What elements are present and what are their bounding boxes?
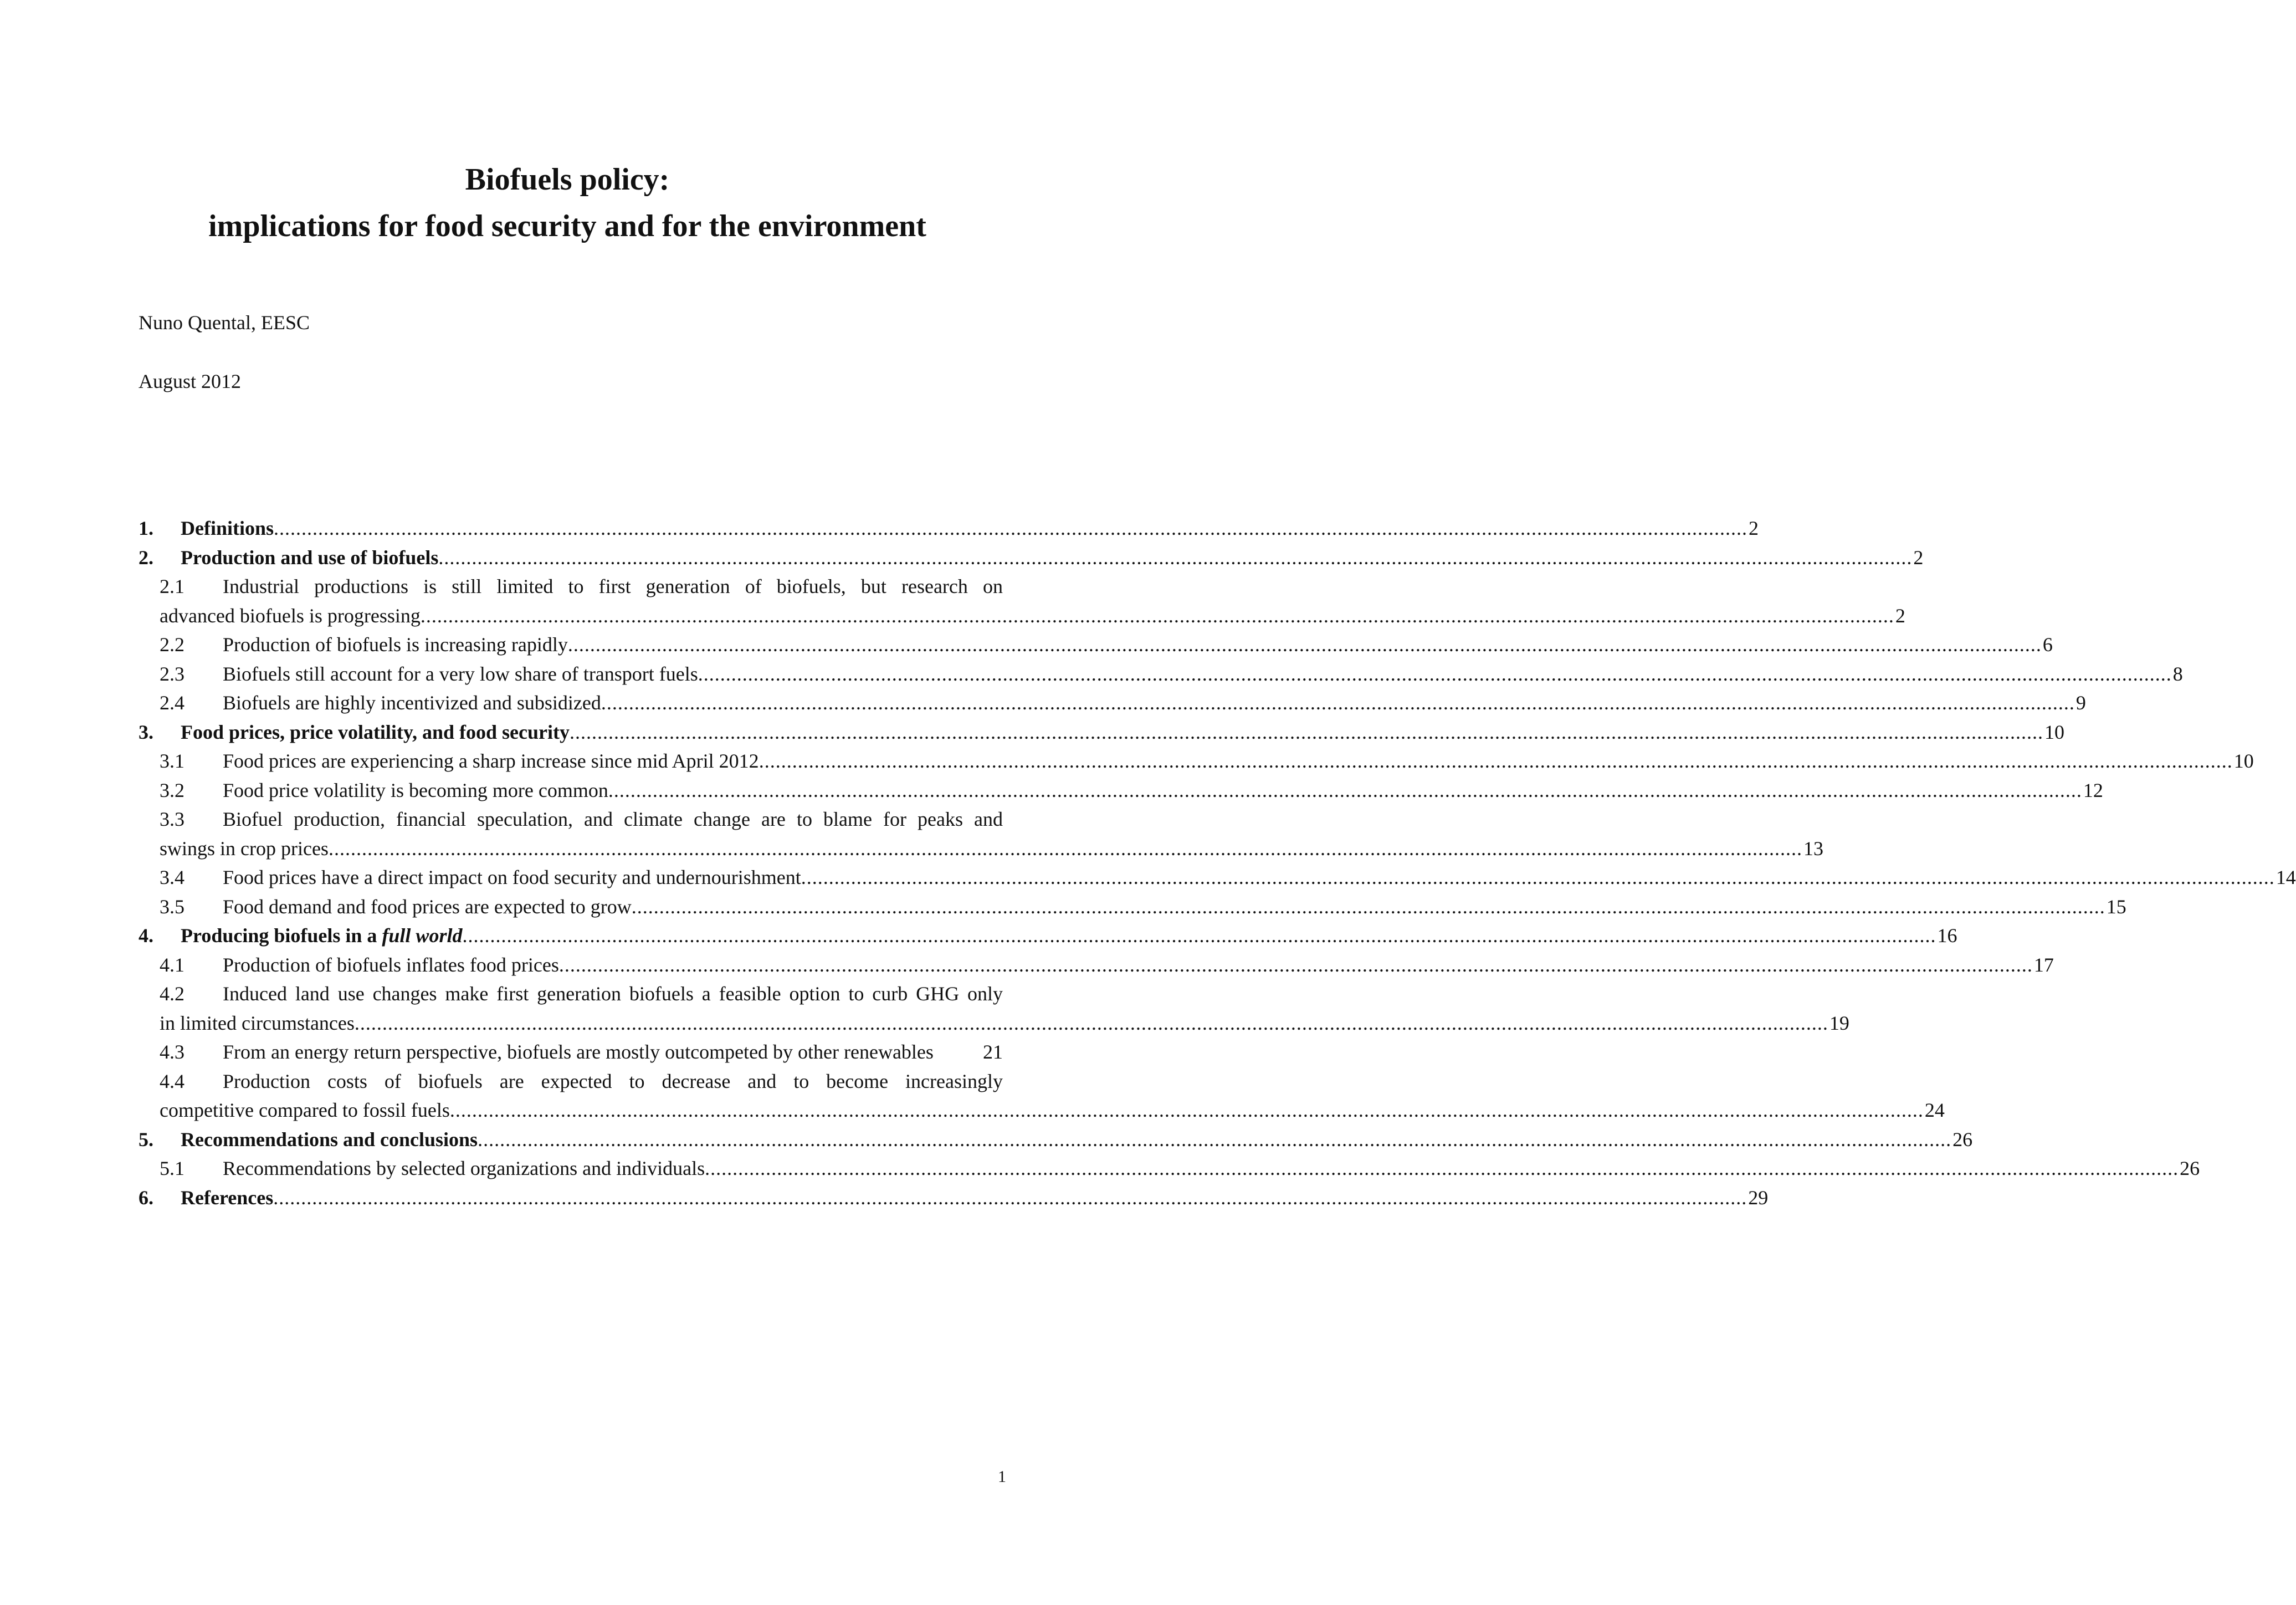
toc-leader: [478, 1125, 1951, 1154]
toc-title: Food prices are experiencing a sharp increase since mid April 2012: [223, 750, 759, 772]
toc-title: Production of biofuels inflates food prices: [223, 953, 559, 976]
toc-title: Production of biofuels is increasing rapidly: [223, 633, 568, 656]
toc-page: 2: [1749, 517, 1759, 539]
toc-title-italic: full world: [382, 924, 463, 947]
toc-title: Recommendations and conclusions: [181, 1128, 478, 1151]
toc-leader: [698, 660, 2172, 689]
toc-number: 3.2: [160, 779, 184, 801]
toc-number: 2.1: [160, 575, 184, 597]
toc-number: 1.: [139, 517, 153, 539]
toc-leader: [601, 688, 2075, 718]
toc-page: 19: [1829, 1011, 1849, 1034]
toc-entry-1[interactable]: [139, 514, 1759, 543]
toc-page: 17: [2033, 953, 2054, 976]
toc-number: 3.: [139, 720, 153, 743]
toc-entry-2-1[interactable]: [139, 572, 1905, 630]
toc-title: Biofuels still account for a very low share of transport fuels: [223, 662, 698, 685]
toc-leader: [274, 514, 1747, 543]
toc-leader: [421, 601, 1894, 631]
toc-number: 4.2: [160, 983, 184, 1005]
toc-title-prefix: Producing biofuels in a: [181, 924, 382, 947]
toc-title-line-2: advanced biofuels is progressing: [160, 604, 421, 627]
publication-date: August 2012: [139, 370, 242, 392]
toc-leader: [273, 1183, 1747, 1213]
toc-entry-3[interactable]: [139, 718, 2064, 747]
author: Nuno Quental, EESC: [139, 311, 310, 334]
toc-leader: [705, 1154, 2179, 1183]
toc-entry-4-2[interactable]: [139, 979, 1849, 1037]
toc-page: 29: [1748, 1186, 1769, 1209]
toc-title: From an energy return perspective, biofuels are mostly outcompeted by other renewables: [223, 1041, 934, 1063]
toc-number: 3.3: [160, 808, 184, 830]
toc-leader: [559, 950, 2033, 980]
toc-title: Definitions: [181, 517, 274, 539]
toc-entry-3-4[interactable]: [139, 863, 2296, 892]
toc-entry-3-2[interactable]: [139, 776, 2103, 805]
toc-number: 2.: [139, 546, 153, 569]
toc-title-line-1: Induced land use changes make first generation biofuels a feasible option to curb GHG only: [223, 983, 1003, 1005]
toc-page: 14: [2276, 866, 2296, 888]
toc-entry-4[interactable]: [139, 921, 1957, 950]
toc-number: 4.4: [160, 1070, 184, 1092]
toc-title-line-2: competitive compared to fossil fuels: [160, 1099, 450, 1121]
toc-entry-4-1[interactable]: [139, 950, 2054, 980]
toc-title: Food demand and food prices are expected to grow: [223, 895, 632, 918]
toc-page: 8: [2172, 662, 2183, 685]
toc-leader: [801, 863, 2275, 892]
toc-leader: [355, 1009, 1828, 1038]
toc-title: References: [181, 1186, 274, 1209]
toc-page: 16: [1937, 924, 1957, 947]
toc-page: 26: [2180, 1157, 2200, 1179]
toc-entry-3-3[interactable]: [139, 805, 1823, 863]
toc-entry-2-2[interactable]: [139, 630, 2053, 660]
toc-leader: [438, 543, 1912, 573]
toc-entry-2[interactable]: [139, 543, 1924, 573]
table-of-contents: [139, 514, 2296, 1212]
toc-entry-5[interactable]: [139, 1125, 1973, 1154]
toc-leader: [632, 892, 2105, 922]
toc-number: 2.4: [160, 692, 184, 714]
toc-leader: [570, 718, 2043, 747]
toc-leader: [329, 834, 1802, 863]
toc-number: 3.1: [160, 750, 184, 772]
toc-number: 3.5: [160, 895, 184, 918]
toc-number: 2.2: [160, 633, 184, 656]
toc-leader: [462, 921, 1936, 950]
toc-leader: [450, 1096, 1924, 1125]
toc-entry-6[interactable]: [139, 1183, 1769, 1213]
toc-entry-3-5[interactable]: [139, 892, 2126, 922]
toc-entry-2-4[interactable]: [139, 688, 2086, 718]
toc-entry-5-1[interactable]: [139, 1154, 2200, 1183]
toc-page: 9: [2075, 692, 2086, 714]
toc-leader: [759, 747, 2233, 776]
toc-number: 4.: [139, 924, 153, 947]
toc-number: 3.4: [160, 866, 184, 888]
toc-title-line-1: Production costs of biofuels are expected to decrease and to become increasingly: [223, 1070, 1003, 1092]
title-line-2: implications for food security and for the environment: [208, 209, 926, 243]
toc-title: Recommendations by selected organizations and individuals: [223, 1157, 705, 1179]
toc-page: 24: [1924, 1099, 1945, 1121]
toc-title-line-1: Biofuel production, financial speculation, and climate change are to blame for peaks and: [223, 808, 1003, 830]
toc-number: 5.: [139, 1128, 153, 1151]
toc-page: 10: [2233, 750, 2254, 772]
page-number: 1: [998, 1468, 1006, 1486]
toc-number: 4.3: [160, 1041, 184, 1063]
toc-page: 15: [2106, 895, 2126, 918]
toc-number: 6.: [139, 1186, 153, 1209]
toc-page: 2: [1895, 604, 1905, 627]
toc-leader: [568, 630, 2042, 660]
toc-page: 12: [2083, 779, 2103, 801]
toc-number: 5.1: [160, 1157, 184, 1179]
toc-title: Food price volatility is becoming more common: [223, 779, 608, 801]
toc-title-line-2: swings in crop prices: [160, 837, 329, 860]
toc-page: 6: [2042, 633, 2053, 656]
title-line-1: Biofuels policy:: [465, 162, 670, 197]
toc-page: 21: [983, 1041, 1003, 1063]
toc-title: Food prices, price volatility, and food security: [181, 720, 570, 743]
toc-title: Biofuels are highly incentivized and subsidized: [223, 692, 601, 714]
toc-page: 2: [1913, 546, 1924, 569]
toc-entry-3-1[interactable]: [139, 747, 2254, 776]
toc-title: Production and use of biofuels: [181, 546, 439, 569]
toc-number: 4.1: [160, 953, 184, 976]
toc-title-line-1: Industrial productions is still limited to first generation of biofuels, but research on: [223, 575, 1003, 597]
toc-title: [181, 921, 462, 950]
toc-title-line-2: in limited circumstances: [160, 1011, 355, 1034]
toc-entry-4-4[interactable]: [139, 1067, 1945, 1125]
toc-page: 13: [1803, 837, 1823, 860]
document-title: [0, 156, 1135, 249]
toc-entry-2-3[interactable]: [139, 660, 2183, 689]
toc-page: 26: [1952, 1128, 1973, 1151]
toc-entry-4-3[interactable]: [139, 1037, 1003, 1067]
toc-page: 10: [2044, 720, 2064, 743]
toc-number: 2.3: [160, 662, 184, 685]
toc-title: Food prices have a direct impact on food security and undernourishment: [223, 866, 801, 888]
toc-leader: [608, 776, 2082, 805]
